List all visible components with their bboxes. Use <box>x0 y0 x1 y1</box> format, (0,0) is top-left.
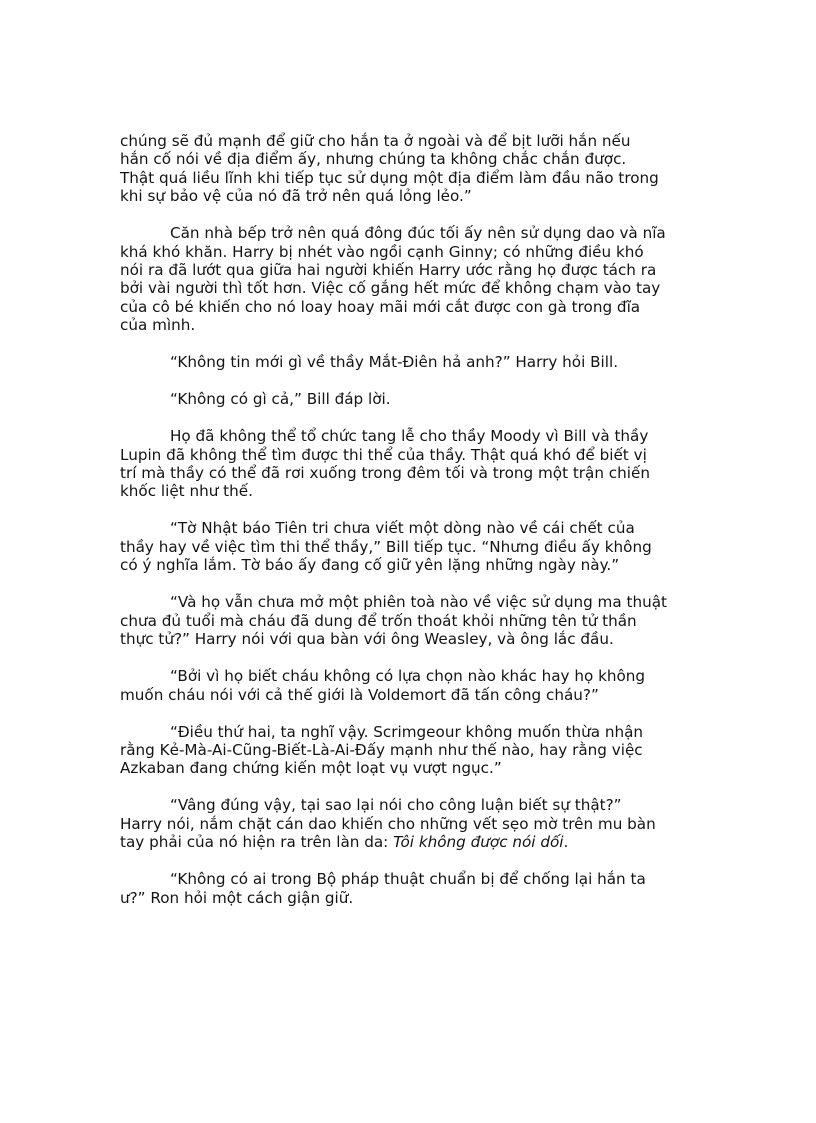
text-line: Căn nhà bếp trở nên quá đông đúc tối ấy nên sử dụng dao và nĩa <box>170 224 666 243</box>
text-line: rằng Kẻ-Mà-Ai-Cũng-Biết-Là-Ai-Đấy mạnh như thế nào, hay rằng việc <box>120 740 643 759</box>
paragraph-5 <box>120 427 700 501</box>
text-line: “Không tin mới gì về thầy Mắt-Điên hả anh?” Harry hỏi Bill. <box>170 353 619 372</box>
text-segment: . <box>563 833 569 852</box>
text-line: khá khó khăn. Harry bị nhét vào ngồi cạnh Ginny; có những điều khó <box>120 242 644 261</box>
paragraph-11 <box>120 870 700 907</box>
text-line: “Tờ Nhật báo Tiên tri chưa viết một dòng nào về cái chết của <box>170 519 635 538</box>
text-line: Harry nói, nắm chặt cán dao khiến cho những vết sẹo mờ trên mu bàn <box>120 814 656 833</box>
text-line: Thật quá liều lĩnh khi tiếp tục sử dụng một địa điểm làm đầu não trong <box>120 168 659 187</box>
text-line: “Và họ vẫn chưa mở một phiên toà nào về việc sử dụng ma thuật <box>170 593 667 612</box>
text-line: có ý nghĩa lắm. Tờ báo ấy đang cố giữ yên lặng những ngày này.” <box>120 556 620 575</box>
text-line: khi sự bảo vệ của nó đã trở nên quá lỏng lẻo.” <box>120 187 472 206</box>
document-page <box>120 132 700 926</box>
paragraph-9 <box>120 723 700 778</box>
italic-phrase: Tôi không được nói dối <box>393 833 564 852</box>
text-line: Lupin đã không thể tìm được thi thể của thầy. Thật quá khó để biết vị <box>120 445 647 464</box>
paragraph-3 <box>120 353 700 371</box>
text-line: khốc liệt như thế. <box>120 482 253 501</box>
text-line: Azkaban đang chứng kiến một loạt vụ vượt ngục.” <box>120 759 502 778</box>
text-line: thầy hay về việc tìm thi thể thầy,” Bill tiếp tục. “Nhưng điều ấy không <box>120 537 652 556</box>
text-line: muốn cháu nói với cả thế giới là Voldemort đã tấn công cháu?” <box>120 685 599 704</box>
text-line: ư?” Ron hỏi một cách giận giữ. <box>120 888 354 907</box>
text-line: “Vâng đúng vậy, tại sao lại nói cho công luận biết sự thật?” <box>170 796 622 815</box>
paragraph-10 <box>120 796 700 851</box>
text-line: hắn cố nói về địa điểm ấy, nhưng chúng ta không chắc chắn được. <box>120 150 627 169</box>
text-line: Họ đã không thể tổ chức tang lễ cho thầy Moody vì Bill và thầy <box>170 427 649 446</box>
text-line: “Không có gì cả,” Bill đáp lời. <box>170 390 391 409</box>
text-line: của cô bé khiến cho nó loay hoay mãi mới cắt được con gà trong đĩa <box>120 297 641 316</box>
text-line: thực tử?” Harry nói với qua bàn với ông Weasley, và ông lắc đầu. <box>120 630 614 649</box>
text-line: chúng sẽ đủ mạnh để giữ cho hắn ta ở ngoài và để bịt lưỡi hắn nếu <box>120 132 631 150</box>
text-line: bởi vài người thì tốt hơn. Việc cố gắng hết mức để không chạm vào tay <box>120 279 661 298</box>
text-segment: tay phải của nó hiện ra trên làn da: <box>120 833 394 852</box>
paragraph-1 <box>120 132 700 206</box>
text-line: nói ra đã lướt qua giữa hai người khiến Harry ước rằng họ được tách ra <box>120 261 657 280</box>
text-line: chưa đủ tuổi mà cháu đã dung để trốn thoát khỏi những tên tử thần <box>120 611 637 630</box>
text-line: của mình. <box>120 316 196 335</box>
paragraph-7 <box>120 593 700 648</box>
text-line: trí mà thầy có thể đã rơi xuống trong đêm tối và trong một trận chiến <box>120 464 650 483</box>
paragraph-6 <box>120 519 700 574</box>
paragraph-4 <box>120 390 700 408</box>
text-line: “Không có ai trong Bộ pháp thuật chuẩn bị để chống lại hắn ta <box>170 870 646 889</box>
paragraph-8 <box>120 667 700 704</box>
text-line-with-italic <box>120 833 700 851</box>
text-line: “Bởi vì họ biết cháu không có lựa chọn nào khác hay họ không <box>170 667 646 686</box>
paragraph-2 <box>120 224 700 334</box>
text-line: “Điều thứ hai, ta nghĩ vậy. Scrimgeour không muốn thừa nhận <box>170 722 644 741</box>
